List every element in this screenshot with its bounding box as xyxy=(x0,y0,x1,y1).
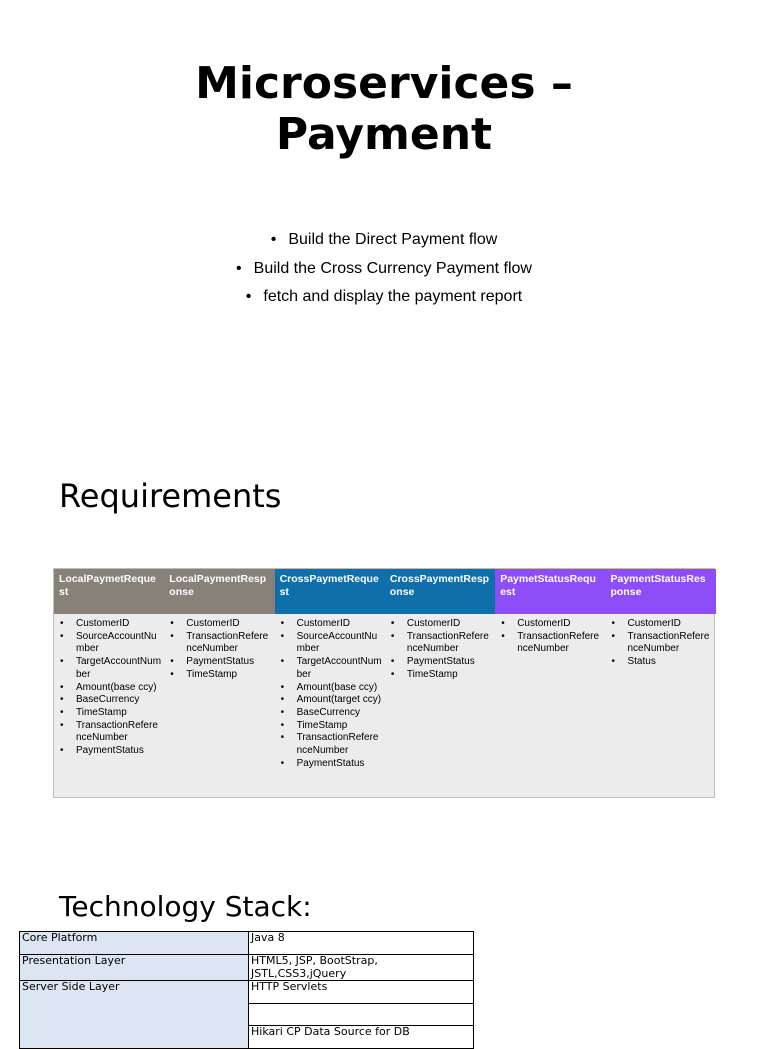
requirements-field-list xyxy=(495,614,605,656)
requirements-field: • CustomerID xyxy=(627,618,713,631)
objective-item: • fetch and display the payment report xyxy=(0,286,768,315)
requirements-column-header: LocalPaymetRequest xyxy=(54,569,164,614)
tech-stack-row xyxy=(20,1004,474,1026)
requirements-field-list xyxy=(275,614,385,770)
requirements-column-header: CrossPaymentResponse xyxy=(385,569,495,614)
tech-stack-layer xyxy=(20,1004,249,1026)
requirements-field: • BaseCurrency xyxy=(297,707,383,720)
tech-stack-row xyxy=(20,932,474,955)
requirements-field: • TransactionReferenceNumber xyxy=(76,720,162,745)
requirements-field: • BaseCurrency xyxy=(76,694,162,707)
requirements-field: • CustomerID xyxy=(517,618,603,631)
requirements-field: • Amount(target ccy) xyxy=(297,694,383,707)
tech-stack-heading: Technology Stack: xyxy=(59,890,312,923)
tech-stack-layer xyxy=(20,1026,249,1049)
tech-stack-layer: Core Platform xyxy=(20,932,249,955)
requirements-field: • TransactionReferenceNumber xyxy=(297,732,383,757)
requirements-column-header: LocalPaymentResponse xyxy=(164,569,274,614)
requirements-field: • PaymentStatus xyxy=(407,656,493,669)
requirements-field: • CustomerID xyxy=(186,618,272,631)
requirements-field: • PaymentStatus xyxy=(297,758,383,771)
tech-stack-value: Hikari CP Data Source for DB xyxy=(249,1026,474,1049)
requirements-field: • CustomerID xyxy=(407,618,493,631)
requirements-column xyxy=(275,569,385,797)
requirements-field: • PaymentStatus xyxy=(76,745,162,758)
requirements-field: • TransactionReferenceNumber xyxy=(517,631,603,656)
requirements-column xyxy=(164,569,274,797)
requirements-column xyxy=(54,569,164,797)
tech-stack-layer: Presentation Layer xyxy=(20,955,249,981)
requirements-field: • CustomerID xyxy=(297,618,383,631)
requirements-field: • TimeStamp xyxy=(407,669,493,682)
objective-item: • Build the Cross Currency Payment flow xyxy=(0,258,768,287)
requirements-table xyxy=(53,568,715,798)
page-title xyxy=(0,58,768,160)
title-line-1: Microservices – xyxy=(195,58,573,109)
requirements-column-header: PaymetStatusRequest xyxy=(495,569,605,614)
tech-stack-table xyxy=(19,931,474,1049)
requirements-column-header: PaymentStatusResponse xyxy=(605,569,715,614)
requirements-field: • Amount(base ccy) xyxy=(76,682,162,695)
requirements-column xyxy=(385,569,495,797)
objective-item: • Build the Direct Payment flow xyxy=(0,229,768,258)
requirements-field: • Amount(base ccy) xyxy=(297,682,383,695)
requirements-field-list xyxy=(605,614,715,669)
tech-stack-layer: Server Side Layer xyxy=(20,981,249,1004)
requirements-field-list xyxy=(385,614,495,682)
requirements-field: • TargetAccountNumber xyxy=(297,656,383,681)
requirements-field-list xyxy=(54,614,164,758)
requirements-field: • PaymentStatus xyxy=(186,656,272,669)
requirements-field: • CustomerID xyxy=(76,618,162,631)
requirements-field: • TimeStamp xyxy=(186,669,272,682)
requirements-field: • SourceAccountNumber xyxy=(76,631,162,656)
requirements-column xyxy=(605,569,715,797)
requirements-field: • TargetAccountNumber xyxy=(76,656,162,681)
requirements-column xyxy=(495,569,605,797)
requirements-column-header: CrossPaymetRequest xyxy=(275,569,385,614)
requirements-field: • TimeStamp xyxy=(297,720,383,733)
objectives-list xyxy=(0,229,768,315)
requirements-field: • TransactionReferenceNumber xyxy=(407,631,493,656)
tech-stack-row xyxy=(20,955,474,981)
requirements-field: • Status xyxy=(627,656,713,669)
requirements-heading: Requirements xyxy=(59,477,282,515)
tech-stack-value: HTTP Servlets xyxy=(249,981,474,1004)
tech-stack-value: HTML5, JSP, BootStrap, JSTL,CSS3,jQuery xyxy=(249,955,474,981)
tech-stack-row xyxy=(20,1026,474,1049)
tech-stack-row xyxy=(20,981,474,1004)
requirements-field-list xyxy=(164,614,274,682)
requirements-field: • SourceAccountNumber xyxy=(297,631,383,656)
tech-stack-value: Java 8 xyxy=(249,932,474,955)
tech-stack-value xyxy=(249,1004,474,1026)
requirements-field: • TimeStamp xyxy=(76,707,162,720)
requirements-field: • TransactionReferenceNumber xyxy=(627,631,713,656)
requirements-field: • TransactionReferenceNumber xyxy=(186,631,272,656)
title-line-2: Payment xyxy=(275,109,493,160)
